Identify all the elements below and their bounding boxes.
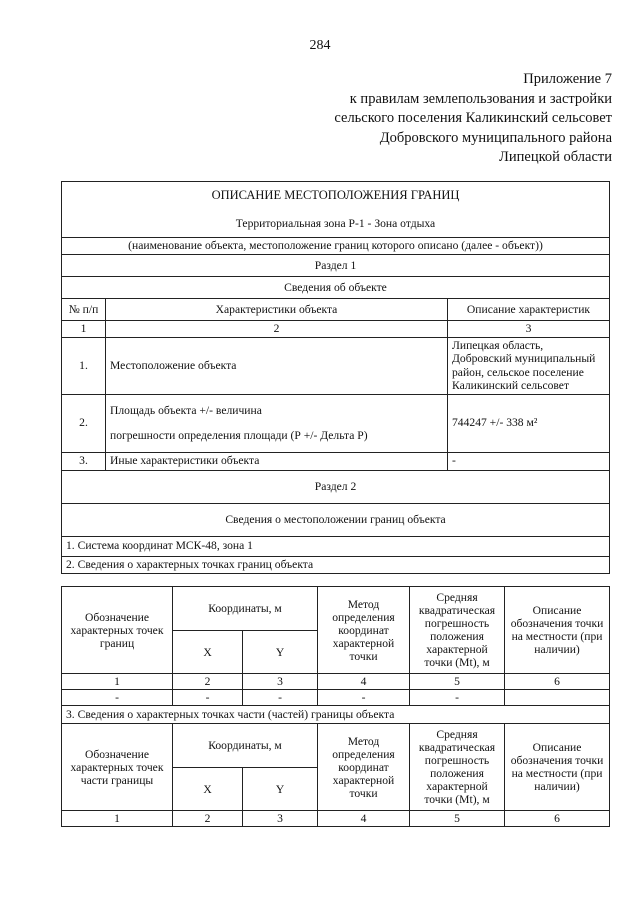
parts-title: 3. Сведения о характерных точках части (частей) границы объекта bbox=[62, 706, 610, 724]
col-number: 6 bbox=[505, 674, 610, 690]
col-number: 1 bbox=[62, 674, 173, 690]
section2-label: Раздел 2 bbox=[62, 470, 610, 503]
col-method: Метод определения координат характерной точки bbox=[318, 587, 410, 674]
table-cell: - bbox=[318, 690, 410, 706]
appendix-line: Приложение 7 bbox=[523, 71, 612, 87]
col-number: 1 bbox=[62, 321, 106, 338]
row-number: 2. bbox=[62, 394, 106, 452]
col-x: X bbox=[173, 768, 243, 811]
col-method: Метод определения координат характерной точки bbox=[318, 724, 410, 811]
zone-name: Территориальная зона Р-1 - Зона отдыха bbox=[235, 216, 436, 230]
table-cell: - bbox=[243, 690, 318, 706]
col-header-description: Описание характеристик bbox=[448, 299, 610, 321]
row-description: Липецкая область, Добровский муниципальный район, сельское поселение Каликинский сельсовет bbox=[448, 337, 610, 394]
col-x: X bbox=[173, 631, 243, 674]
col-error: Средняя квадратическая погрешность положения характерной точки (Mt), м bbox=[410, 587, 505, 674]
appendix-line: Липецкой области bbox=[499, 149, 612, 165]
col-designation: Обозначение характерных точек части границы bbox=[62, 724, 173, 811]
page-number: 284 bbox=[309, 38, 331, 53]
row-number: 1. bbox=[62, 337, 106, 394]
col-number: 2 bbox=[173, 674, 243, 690]
col-number: 5 bbox=[410, 811, 505, 827]
table-cell: - bbox=[62, 690, 173, 706]
col-number: 3 bbox=[243, 674, 318, 690]
section2-title: Сведения о местоположении границ объекта bbox=[62, 503, 610, 536]
document-title: ОПИСАНИЕ МЕСТОПОЛОЖЕНИЯ ГРАНИЦ bbox=[211, 188, 460, 202]
col-error: Средняя квадратическая погрешность положения характерной точки (Mt), м bbox=[410, 724, 505, 811]
table-cell: - bbox=[173, 690, 243, 706]
appendix-line: Добровского муниципального района bbox=[379, 129, 612, 146]
table-cell bbox=[505, 690, 610, 706]
col-number: 2 bbox=[106, 321, 448, 338]
coordinate-system: 1. Система координат МСК-48, зона 1 bbox=[62, 536, 610, 556]
col-number: 4 bbox=[318, 811, 410, 827]
appendix-line: сельского поселения Каликинский сельсовет bbox=[334, 110, 612, 126]
row-characteristic bbox=[106, 394, 448, 452]
col-y: Y bbox=[243, 631, 318, 674]
row-description: 744247 +/- 338 м² bbox=[448, 394, 610, 452]
col-coordinates: Координаты, м bbox=[173, 587, 318, 631]
col-number: 1 bbox=[62, 811, 173, 827]
col-header-num: № п/п bbox=[62, 299, 106, 321]
row-characteristic: Местоположение объекта bbox=[106, 337, 448, 394]
points-title: 2. Сведения о характерных точках границ объекта bbox=[62, 556, 610, 573]
col-number: 2 bbox=[173, 811, 243, 827]
object-note: (наименование объекта, местоположение границ которого описано (далее - объект)) bbox=[62, 238, 610, 255]
col-header-characteristic: Характеристики объекта bbox=[106, 299, 448, 321]
appendix-header bbox=[334, 70, 612, 168]
col-number: 3 bbox=[243, 811, 318, 827]
section1-title: Сведения об объекте bbox=[62, 277, 610, 299]
row-number: 3. bbox=[62, 452, 106, 470]
col-number: 3 bbox=[448, 321, 610, 338]
col-number: 5 bbox=[410, 674, 505, 690]
col-designation: Обозначение характерных точек границ bbox=[62, 587, 173, 674]
col-number: 4 bbox=[318, 674, 410, 690]
col-point-description: Описание обозначения точки на местности (при наличии) bbox=[505, 587, 610, 674]
col-coordinates: Координаты, м bbox=[173, 724, 318, 768]
col-y: Y bbox=[243, 768, 318, 811]
col-number: 6 bbox=[505, 811, 610, 827]
col-point-description: Описание обозначения точки на местности (при наличии) bbox=[505, 724, 610, 811]
boundary-description-table bbox=[61, 181, 610, 574]
characteristic-line: Площадь объекта +/- величина bbox=[110, 403, 262, 417]
table-cell: - bbox=[410, 690, 505, 706]
section1-label: Раздел 1 bbox=[62, 255, 610, 277]
title-cell bbox=[62, 182, 610, 238]
boundary-points-table bbox=[61, 586, 610, 827]
row-characteristic: Иные характеристики объекта bbox=[106, 452, 448, 470]
row-description: - bbox=[448, 452, 610, 470]
characteristic-line: погрешности определения площади (Р +/- Дельта Р) bbox=[110, 429, 368, 442]
appendix-line: к правилам землепользования и застройки bbox=[349, 90, 612, 107]
